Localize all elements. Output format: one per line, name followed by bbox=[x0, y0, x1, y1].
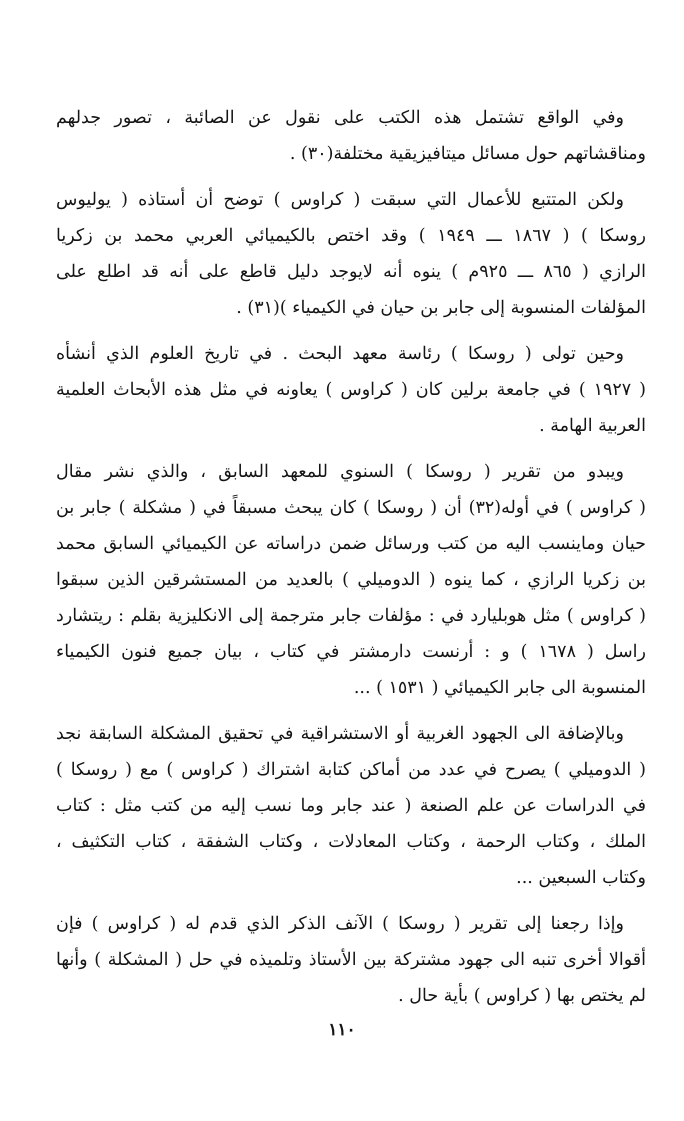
text-line: ( الدوميلي ) يصرح في عدد من أماكن كتابة اشتراك ( كراوس ) مع ( روسكا ) bbox=[56, 760, 646, 780]
paragraph bbox=[56, 336, 646, 444]
text-line: العربية الهامة . bbox=[539, 416, 646, 436]
text-line: وفي الواقع تشتمل هذه الكتب على نقول عن الصائبة ، تصور جدلهم bbox=[56, 108, 624, 128]
paragraph bbox=[56, 454, 646, 706]
text-line: لم يختص بها ( كراوس ) بأية حال . bbox=[398, 986, 646, 1006]
text-line: حيان وماينسب اليه من كتب ورسائل ضمن دراساته عن الكيميائي السابق محمد bbox=[56, 534, 646, 554]
text-line: بن زكريا الرازي ، كما ينوه ( الدوميلي ) بالعديد من المستشرقين الذين سبقوا bbox=[56, 570, 646, 590]
text-line: وحين تولى ( روسكا ) رئاسة معهد البحث . في تاريخ العلوم الذي أنشأه bbox=[56, 344, 624, 364]
paragraph bbox=[56, 716, 646, 896]
text-line: راسل ( ١٦٧٨ ) و : أرنست دارمشتر في كتاب ، بيان جميع فنون الكيمياء bbox=[56, 642, 646, 662]
text-line: ويبدو من تقرير ( روسكا ) السنوي للمعهد السابق ، والذي نشر مقال bbox=[56, 462, 624, 482]
text-line: ( ١٩٢٧ ) في جامعة برلين كان ( كراوس ) يعاونه في مثل هذه الأبحاث العلمية bbox=[56, 380, 647, 400]
text-line: المؤلفات المنسوبة إلى جابر بن حيان في الكيمياء )(٣١) . bbox=[236, 298, 646, 318]
text-line: الملك ، وكتاب الرحمة ، وكتاب المعادلات ، وكتاب الشفقة ، كتاب التكثيف ، bbox=[56, 832, 646, 852]
text-line: وإذا رجعنا إلى تقرير ( روسكا ) الآنف الذكر الذي قدم له ( كراوس ) فإن bbox=[56, 914, 624, 934]
paragraph bbox=[56, 182, 646, 326]
page-number: ١١٠ bbox=[328, 1020, 356, 1040]
text-line: ( كراوس ) في أوله(٣٢) أن ( روسكا ) كان يبحث مسبقاً في ( مشكلة ) جابر بن bbox=[56, 498, 646, 518]
text-line: ( كراوس ) مثل هوبليارد في : مؤلفات جابر مترجمة إلى الانكليزية بقلم : ريتشارد bbox=[56, 606, 646, 626]
text-line: أقوالا أخرى تنبه الى جهود مشتركة بين الأستاذ وتلميذه في حل ( المشكلة ) وأنها bbox=[56, 950, 646, 970]
text-line: وكتاب السبعين ... bbox=[516, 868, 646, 888]
text-line: المنسوبة الى جابر الكيميائي ( ١٥٣١ ) ... bbox=[353, 678, 646, 698]
body-text bbox=[56, 100, 646, 1014]
text-line: روسكا ) ( ١٨٦٧ ـــ ١٩٤٩ ) وقد اختص بالكيميائي العربي محمد بن زكريا bbox=[56, 226, 646, 246]
text-line: الرازي ( ٨٦٥ ـــ ٩٢٥م ) ينوه أنه لايوجد دليل قاطع على أنه قد اطلع على bbox=[56, 262, 646, 282]
text-line: ولكن المتتبع للأعمال التي سبقت ( كراوس ) توضح أن أستاذه ( يوليوس bbox=[56, 190, 624, 210]
text-line: في الدراسات عن علم الصنعة ( عند جابر وما نسب إليه من كتب مثل : كتاب bbox=[56, 796, 646, 816]
text-line: وبالإضافة الى الجهود الغربية أو الاستشراقية في تحقيق المشكلة السابقة نجد bbox=[56, 724, 624, 744]
paragraph bbox=[56, 100, 646, 172]
text-line: ومناقشاتهم حول مسائل ميتافيزيقية مختلفة(٣٠) . bbox=[289, 144, 646, 164]
paragraph bbox=[56, 906, 646, 1014]
